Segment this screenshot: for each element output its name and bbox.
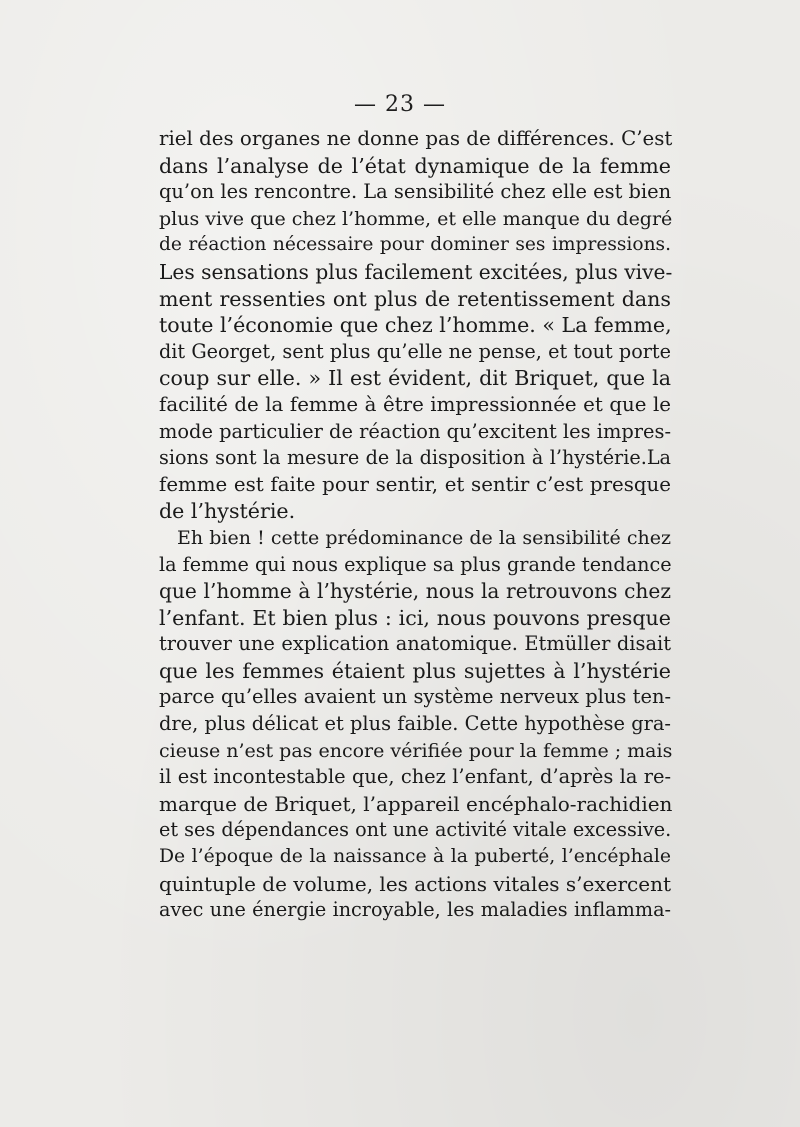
body-text: [159, 126, 671, 924]
text-line: de réaction nécessaire pour dominer ses impressions.: [159, 234, 671, 256]
text-line: De l’époque de la naissance à la puberté, l’encéphale: [159, 846, 671, 868]
text-line: trouver une explication anatomique. Etmüller disait: [159, 632, 671, 656]
text-line: avec une énergie incroyable, les maladies inflamma-: [159, 898, 671, 922]
text-line: dans l’analyse de l’état dynamique de la femme: [159, 153, 671, 178]
text-line: femme est faite pour sentir, et sentir c’est presque: [159, 472, 671, 496]
text-line: dre, plus délicat et plus faible. Cette hypothèse gra-: [159, 712, 671, 736]
text-line: mode particulier de réaction qu’excitent les impres-: [159, 419, 671, 443]
text-line: la femme qui nous explique sa plus grande tendance: [159, 552, 672, 576]
text-line: ment ressenties ont plus de retentissement dans: [159, 286, 671, 311]
text-line: que les femmes étaient plus sujettes à l’hystérie: [159, 658, 671, 683]
page-number: — 23 —: [354, 92, 446, 117]
text-line: plus vive que chez l’homme, et elle manque du degré: [159, 207, 673, 230]
text-line: que l’homme à l’hystérie, nous la retrouvons chez: [159, 579, 671, 604]
text-line: riel des organes ne donne pas de différences. C’est: [159, 127, 673, 150]
text-line: Les sensations plus facilement excitées, plus vive-: [159, 259, 673, 284]
text-line: l’enfant. Et bien plus : ici, nous pouvons presque: [159, 605, 671, 630]
text-line: de l’hystérie.: [159, 499, 296, 524]
text-line: cieuse n’est pas encore vérifiée pour la femme ; mais: [159, 739, 673, 762]
text-line: et ses dépendances ont une activité vitale excessive.: [159, 818, 672, 842]
text-line: quintuple de volume, les actions vitales s’exercent: [159, 871, 671, 896]
text-line: facilité de la femme à être impressionnée et que le: [159, 392, 671, 416]
text-line: toute l’économie que chez l’homme. « La femme,: [159, 313, 672, 338]
text-line: parce qu’elles avaient un système nerveux plus ten-: [159, 685, 671, 709]
text-line: sions sont la mesure de la disposition à l’hystérie.La: [159, 446, 671, 470]
text-line: coup sur elle. » Il est évident, dit Briquet, que la: [159, 366, 671, 391]
text-line: marque de Briquet, l’appareil encéphalo-rachidien: [159, 791, 673, 816]
text-line: il est incontestable que, chez l’enfant, d’après la re-: [159, 765, 671, 789]
text-line: qu’on les rencontre. La sensibilité chez elle est bien: [159, 180, 672, 204]
text-line: dit Georget, sent plus qu’elle ne pense, et tout porte: [159, 339, 671, 363]
text-line: Eh bien ! cette prédominance de la sensibilité chez: [177, 526, 671, 549]
